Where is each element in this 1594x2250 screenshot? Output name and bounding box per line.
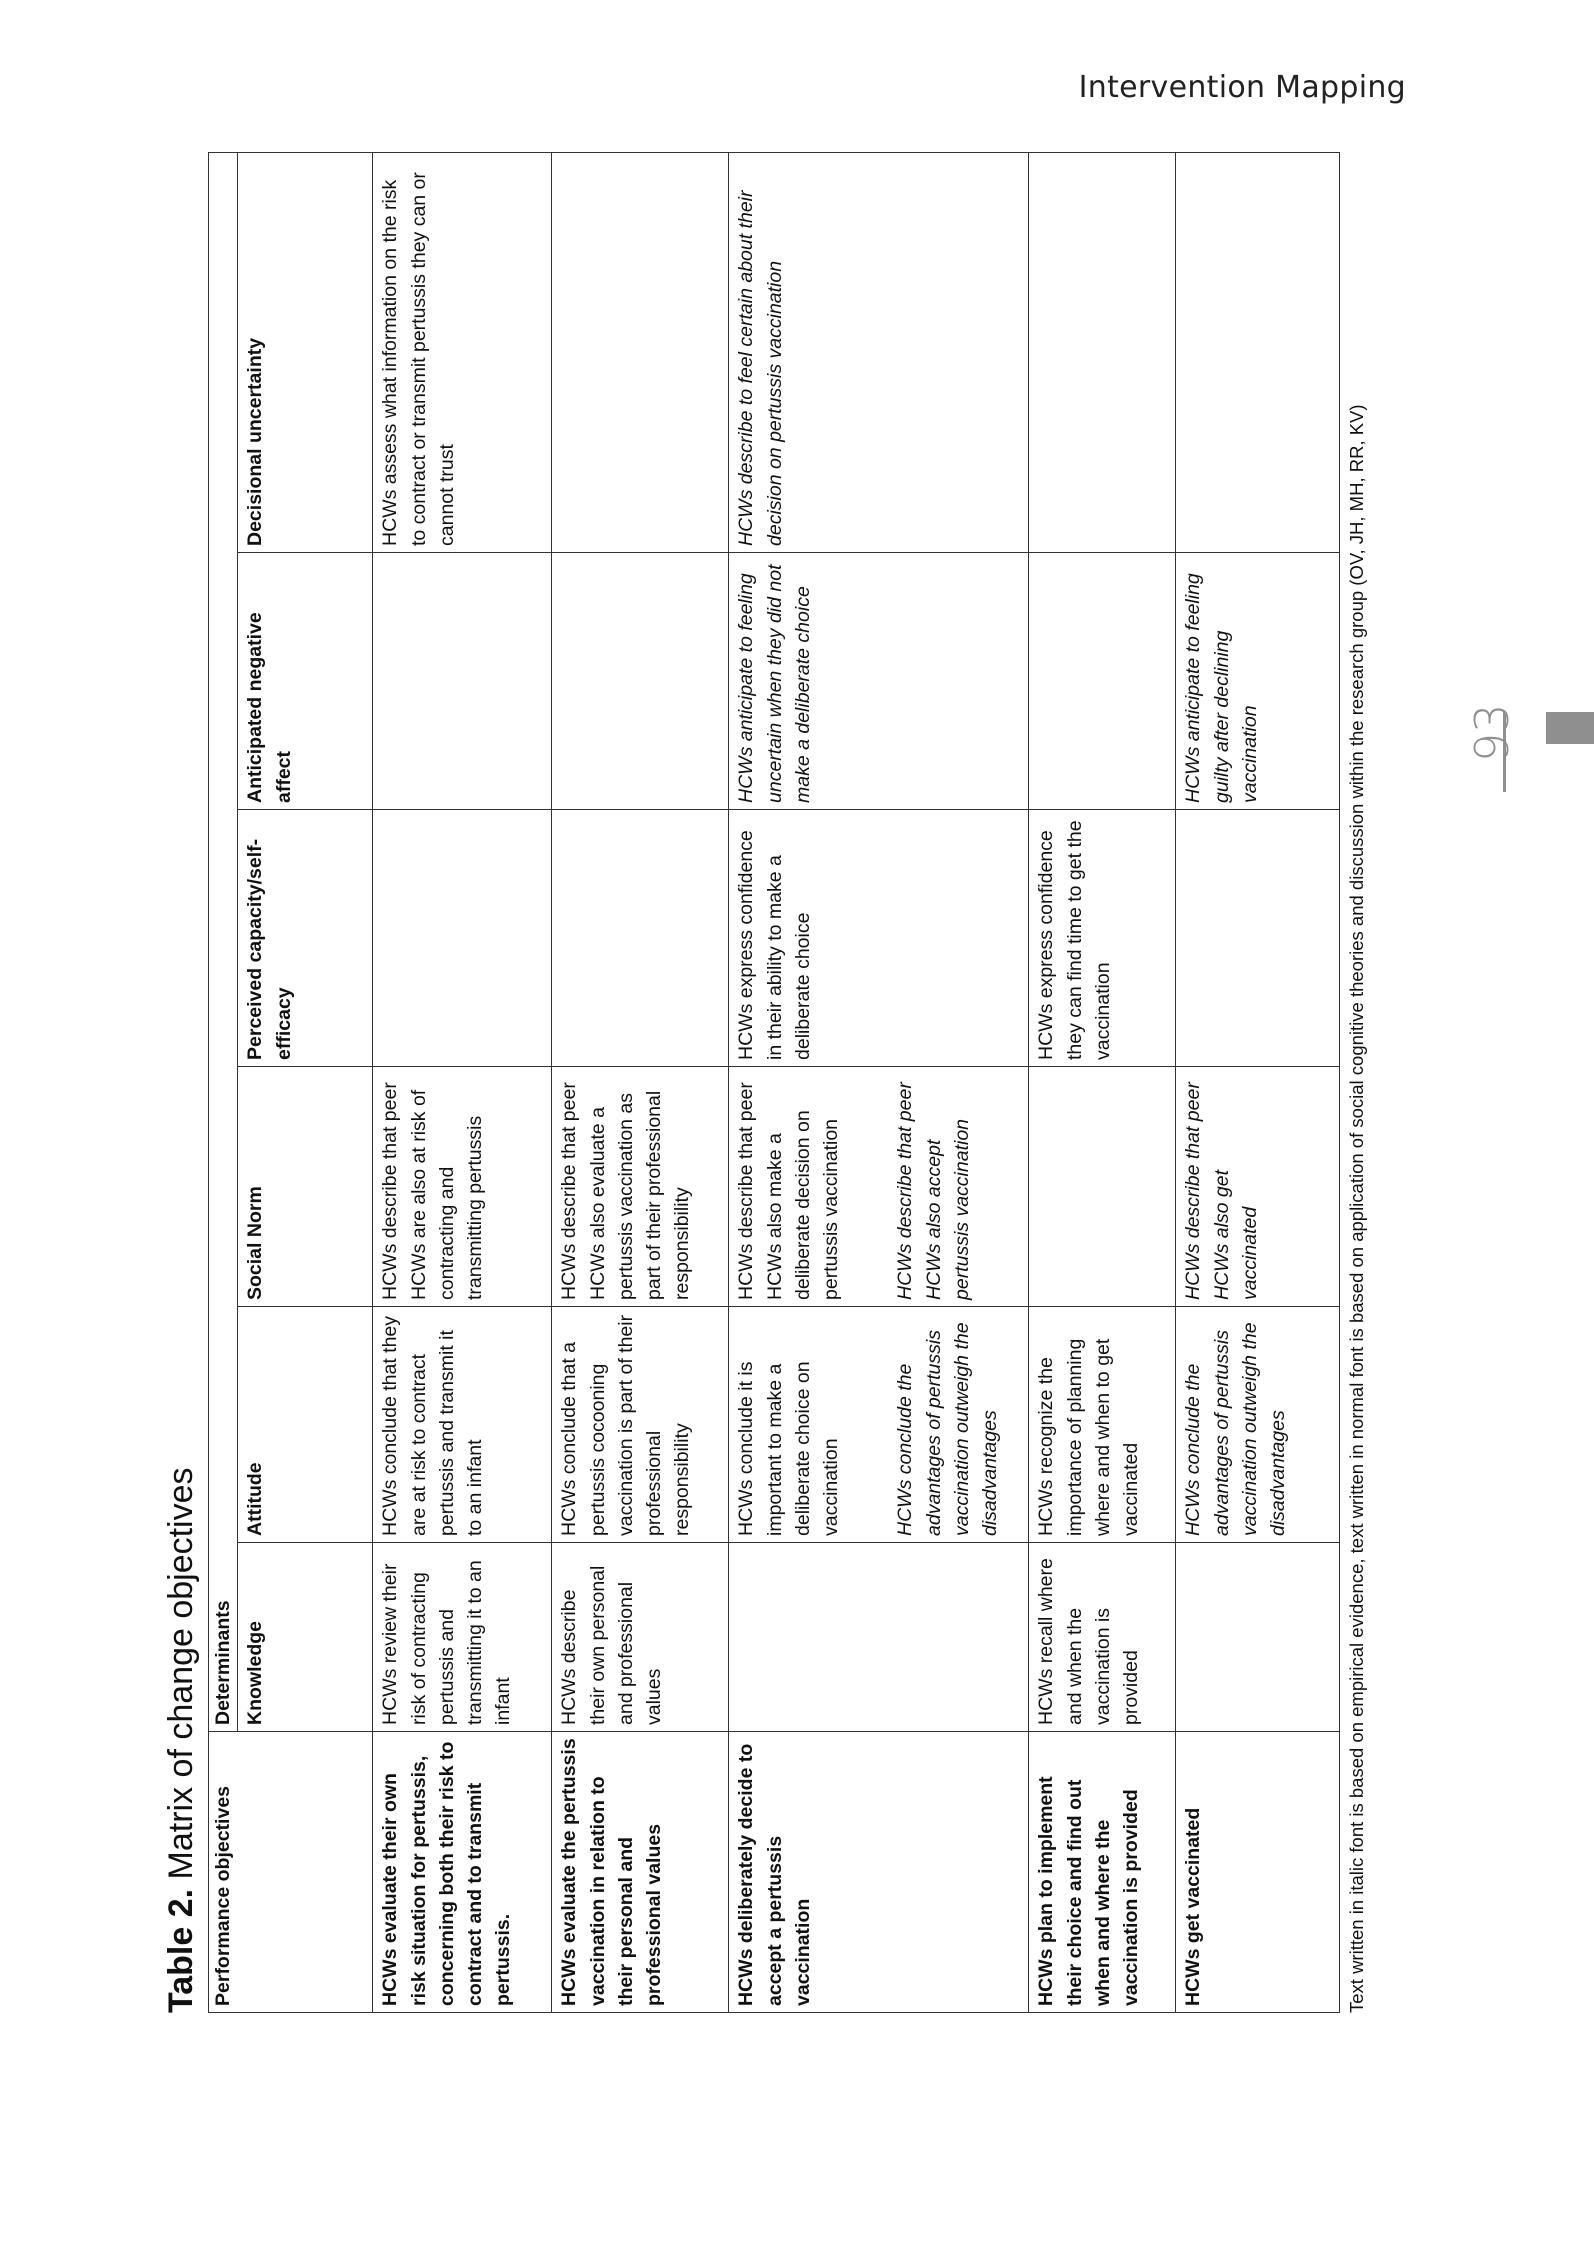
table-title-label: Table 2. — [162, 1888, 200, 2013]
table-title — [155, 153, 208, 2013]
social-norm-cell — [373, 1067, 552, 1307]
change-objectives-table — [208, 152, 1340, 2013]
social-norm-text: HCWs describe that peer HCWs also make a deliberate decision on pertussis vaccination — [735, 1082, 843, 1300]
attitude-evidence-text: HCWs conclude the advantages of pertussis vaccination outweigh the disadvantages — [894, 1322, 1002, 1536]
header-row-1 — [209, 153, 238, 2013]
attitude-evidence-text: HCWs conclude the advantages of pertussis vaccination outweigh the disadvantages — [1182, 1322, 1290, 1536]
performance-objective: HCWs evaluate the pertussis vaccination in relation to their personal and professional values — [552, 1732, 729, 2013]
knowledge-cell — [729, 1543, 1029, 1732]
social-norm-cell — [729, 1067, 1029, 1307]
col-knowledge: Knowledge — [238, 1543, 373, 1732]
col-social-norm: Social Norm — [238, 1067, 373, 1307]
attitude-text: HCWs conclude it is important to make a deliberate choice on vaccination — [735, 1361, 843, 1536]
attitude-cell — [729, 1307, 1029, 1543]
attitude-cell — [552, 1307, 729, 1543]
knowledge-cell: HCWs describe their own personal and professional values — [552, 1543, 729, 1732]
negative-affect-cell — [552, 553, 729, 810]
social-norm-evidence-text: HCWs describe that peer HCWs also accept pertussis vaccination — [894, 1082, 973, 1300]
capacity-cell: HCWs express confidence in their ability to make a deliberate choice — [729, 810, 1029, 1067]
social-norm-text: HCWs describe that peer HCWs are also at risk of contracting and transmitting pertussis — [379, 1082, 487, 1300]
rotated-table-section — [155, 153, 1368, 2013]
performance-objective: HCWs evaluate their own risk situation for pertussis, concerning both their risk to contract and to transmit pertussis. — [373, 1732, 552, 2013]
col-negative-affect: Anticipated negative affect — [238, 553, 373, 810]
knowledge-cell: HCWs recall where and when the vaccination is provided — [1029, 1543, 1176, 1732]
performance-objective: HCWs get vaccinated — [1176, 1732, 1340, 2013]
capacity-cell: HCWs express confidence they can find time to get the vaccination — [1029, 810, 1176, 1067]
page-marker-tab — [1546, 712, 1594, 744]
attitude-text: HCWs conclude that a pertussis cocooning vaccination is part of their professional responsibility — [558, 1314, 694, 1536]
attitude-cell — [373, 1307, 552, 1543]
capacity-cell — [552, 810, 729, 1067]
attitude-text: HCWs conclude that they are at risk to contract pertussis and transmit it to an infant — [379, 1315, 487, 1536]
uncertainty-cell — [552, 153, 729, 553]
social-norm-cell — [1176, 1067, 1340, 1307]
knowledge-cell: HCWs review their risk of contracting pertussis and transmitting it to an infant — [373, 1543, 552, 1732]
table-row — [552, 153, 729, 2013]
uncertainty-cell — [1029, 153, 1176, 553]
capacity-cell — [373, 810, 552, 1067]
table-row — [373, 153, 552, 2013]
negative-affect-cell: HCWs anticipate to feeling guilty after declining vaccination — [1176, 553, 1340, 810]
running-header: Intervention Mapping — [1078, 70, 1406, 105]
col-capacity: Perceived capacity/self-efficacy — [238, 810, 373, 1067]
attitude-text: HCWs recognize the importance of planning where and when to get vaccinated — [1035, 1338, 1143, 1536]
col-decisional-uncertainty: Decisional uncertainty — [238, 153, 373, 553]
table-row — [1176, 153, 1340, 2013]
social-norm-cell — [552, 1067, 729, 1307]
negative-affect-cell: HCWs anticipate to feeling uncertain when they did not make a deliberate choice — [729, 553, 1029, 810]
uncertainty-cell: HCWs assess what information on the risk to contract or transmit pertussis they can or cannot trust — [373, 153, 552, 553]
capacity-cell — [1176, 810, 1340, 1067]
social-norm-evidence-text: HCWs describe that peer HCWs also get vaccinated — [1182, 1082, 1261, 1300]
performance-objective: HCWs plan to implement their choice and find out when and where the vaccination is provided — [1029, 1732, 1176, 2013]
uncertainty-cell: HCWs describe to feel certain about their decision on pertussis vaccination — [729, 153, 1029, 553]
negative-affect-cell — [1029, 553, 1176, 810]
col-performance-objectives: Performance objectives — [209, 1732, 373, 2013]
table-footnote: Text written in italic font is based on empirical evidence, text written in normal font is based on application of social cognitive theories and discussion within the research group (OV, JH, MH, RR, KV) — [1346, 404, 1368, 2013]
col-attitude: Attitude — [238, 1307, 373, 1543]
table-row — [1029, 153, 1176, 2013]
knowledge-cell — [1176, 1543, 1340, 1732]
table-title-text: Matrix of change objectives — [162, 1467, 200, 1889]
page-number: 93 — [1465, 703, 1519, 762]
social-norm-cell — [1029, 1067, 1176, 1307]
performance-objective: HCWs deliberately decide to accept a pertussis vaccination — [729, 1732, 1029, 2013]
attitude-cell — [1029, 1307, 1176, 1543]
table-row — [729, 153, 1029, 2013]
uncertainty-cell — [1176, 153, 1340, 553]
social-norm-text: HCWs describe that peer HCWs also evaluate a pertussis vaccination as part of their professional responsibility — [558, 1082, 694, 1300]
attitude-cell — [1176, 1307, 1340, 1543]
negative-affect-cell — [373, 553, 552, 810]
col-determinants: Determinants — [209, 153, 238, 1732]
